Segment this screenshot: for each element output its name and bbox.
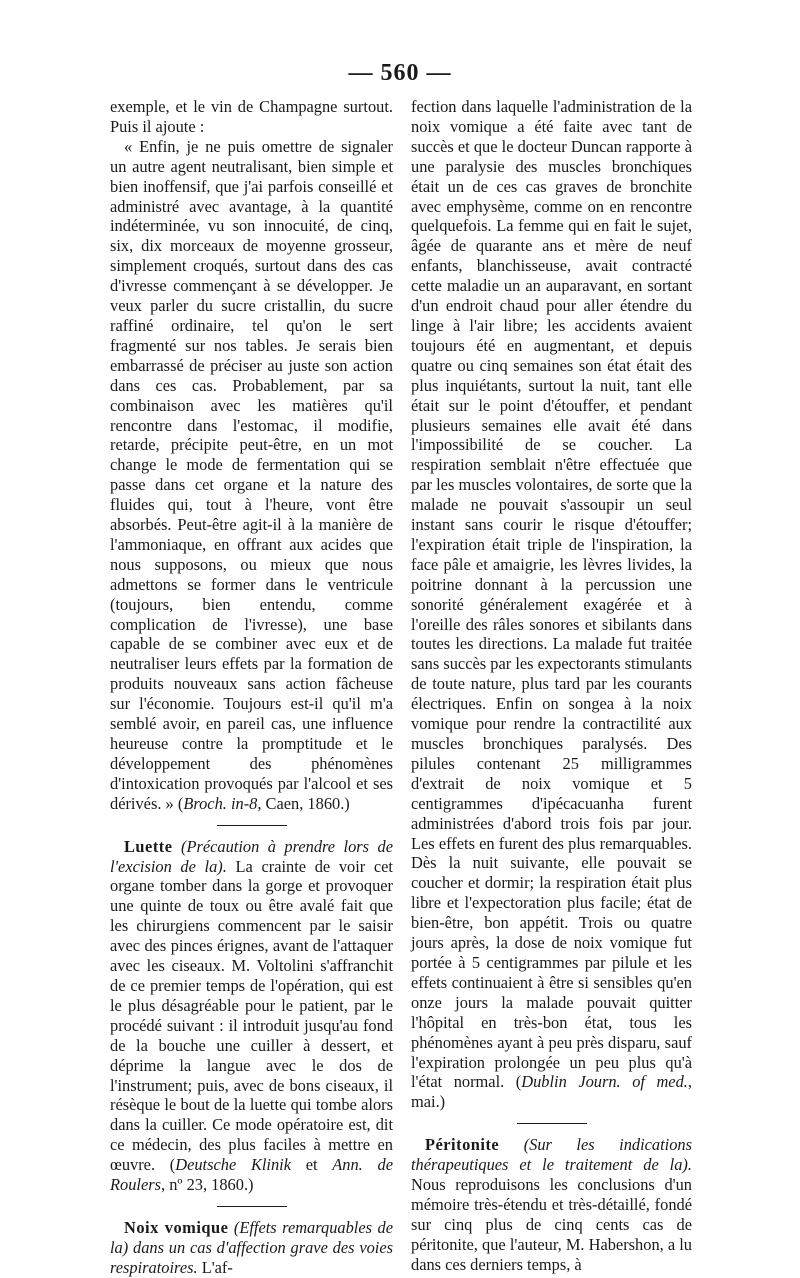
noix-body: fection dans laquelle l'administration de la noix vomique a été faite avec tant de succès et que le docteur Duncan rapporte à une paralysie des muscles bronchiques était un de ces cas graves de bronchite avec emphysème, comme on en rencontre quelquefois. La femme qui en fait le sujet, âgée de quarante ans et mère de neuf enfants, blanchisseuse, avait contracté cette maladie un an auparavant, en sortant d'un endroit chaud pour aller étendre du linge à l'air libre; les accidents avaient toujours été en augmentant, et depuis quatre ou cinq semaines son état était des plus inquiétants, surtout la nuit, tant elle était sur le point d'étouffer, et pendant plusieurs semaines elle avait été dans l'impossibilité de se coucher. La respiration semblait n'être effectuée que par les muscles volontaires, de sorte que la malade ne pouvait s'assoupir un seul instant sans courir le risque d'étouffer; l'expiration était triple de l'inspiration, la face pâle et amaigrie, les lèvres livides, la poitrine donnant à la percussion une sonorité généralement exagérée et à l'oreille des râles sonores et sibilants dans toutes les directions. La malade fut traitée sans succès par les expectorants stimulants de toute nature, plus tard par les courants électriques. Enfin on songea à la noix vomique pour rendre la contractilité aux muscles bronchiques paralysés. Des pilules contenant 25 milligrammes d'extrait de noix vomique et 5 centigrammes d'ipécacuanha furent administrées d'abord trois fois par jour. Les effets en furent des plus remarquables. Dès la nuit suivante, elle pouvait se coucher et dormir; la respiration était plus libre et l'expectoration plus facile; état de bien-être, bon appétit. Trois ou quatre jours après, la dose de noix vomique fut portée à 5 centigrammes par pilule et les effets continuaient à être si sensibles qu'en onze jours la malade pouvait quitter l'hôpital en très-bon état, tous les phénomènes ayant à peu près disparu, sauf l'expiration prolongée un peu plus qu'à l'état normal. <box>411 97 692 1092</box>
luette-reference: (Deutsche Klinik et Ann. de Roulers, nº 23, 1860.) <box>110 1155 393 1195</box>
luette-article <box>110 837 393 1195</box>
left-column <box>110 97 393 1278</box>
page-number: — 560 — <box>348 60 452 86</box>
noix-body-start: L'af- <box>201 1257 233 1277</box>
peritonite-subtitle: (Sur les indications thérapeutiques et le traitement de la). <box>411 1135 692 1175</box>
quote-text: « Enfin, je ne puis omettre de signaler un autre agent neutralisant, bien simple et bien inoffensif, que j'ai parfois conseillé et administré avec avantage, à la quantité indéterminée, vu son innocuité, de cinq, six, dix morceaux de moyenne grosseur, simplement croqués, surtout dans des cas d'ivresse commençant à se développer. Je veux parler du sucre cristallin, du sucre raffiné ordinaire, tel qu'on le sert fragmenté sur nos tables. Je serais bien embarrassé de préciser au juste son action dans ces cas. Probablement, par sa combinaison avec les matières qu'il rencontre dans l'estomac, il modifie, retarde, précipite peut-être, en un mot change le mode de fermentation qui se passe dans cet organe et la nature des fluides qui, tout à l'heure, vont être absorbés. Peut-être agit-il à la manière de l'ammoniaque, en offrant aux acides que nous supposons, ou mieux que nous admettons se former dans le ventricule (toujours, bien entendu, comme complication de l'ivresse), une base capable de se combiner avec eux et de neutraliser leurs effets par la formation de produits nouveaux sans action fâcheuse sur l'économie. Toujours est-il qu'il m'a semblé avoir, en pareil cas, une influence heureuse contre la promptitude et le développement des phénomènes d'intoxication provoqués par l'alcool et ses dérivés. » <box>110 136 393 813</box>
noix-article-continued <box>411 97 692 1112</box>
section-divider <box>217 825 287 826</box>
luette-subtitle: (Précaution à prendre lors de l'excision de la). <box>110 836 393 876</box>
quote-reference: (Broch. in-8, Caen, 1860.) <box>177 793 350 813</box>
noix-reference: (Dublin Journ. of med., mai.) <box>411 1072 692 1112</box>
right-column <box>411 97 692 1275</box>
luette-body: La crainte de voir cet organe tomber dans la gorge et provoquer une quinte de toux ou être avalé fait que les chirurgiens commencent par le saisir avec des pinces érignes, avant de l'attaquer avec les ciseaux. M. Voltolini s'affranchit de ce premier temps de l'opération, qui est le plus désagréable pour le patient, par le procédé suivant : il introduit jusqu'au fond de la bouche une cuiller à dessert, et déprime la langue avec le dos de l'instrument; puis, avec de bons ciseaux, il résèque le bout de la luette qui tombe alors dans la cuiller. Ce mode opératoire est, dit ce médecin, des plus faciles à mettre en œuvre. <box>110 856 393 1175</box>
noix-subtitle: (Effets remarquables de la) dans un cas d'affection grave des voies respiratoires. <box>110 1217 393 1277</box>
section-divider <box>517 1123 587 1124</box>
section-divider <box>217 1206 287 1207</box>
luette-heading: Luette <box>124 836 173 856</box>
peritonite-heading: Péritonite <box>425 1135 500 1155</box>
noix-article-start <box>110 1218 393 1278</box>
noix-heading: Noix vomique <box>124 1217 229 1237</box>
peritonite-article <box>411 1135 692 1274</box>
quote-paragraph <box>110 137 393 814</box>
intro-paragraph: exemple, et le vin de Champagne surtout. Puis il ajoute : <box>110 97 393 136</box>
peritonite-body: Nous reproduisons les conclusions d'un mémoire très-étendu et très-détaillé, fondé sur cinq plus de cinq cents cas de péritonite, que l'auteur, M. Habershon, a lu dans ces derniers temps, à <box>411 1175 692 1274</box>
